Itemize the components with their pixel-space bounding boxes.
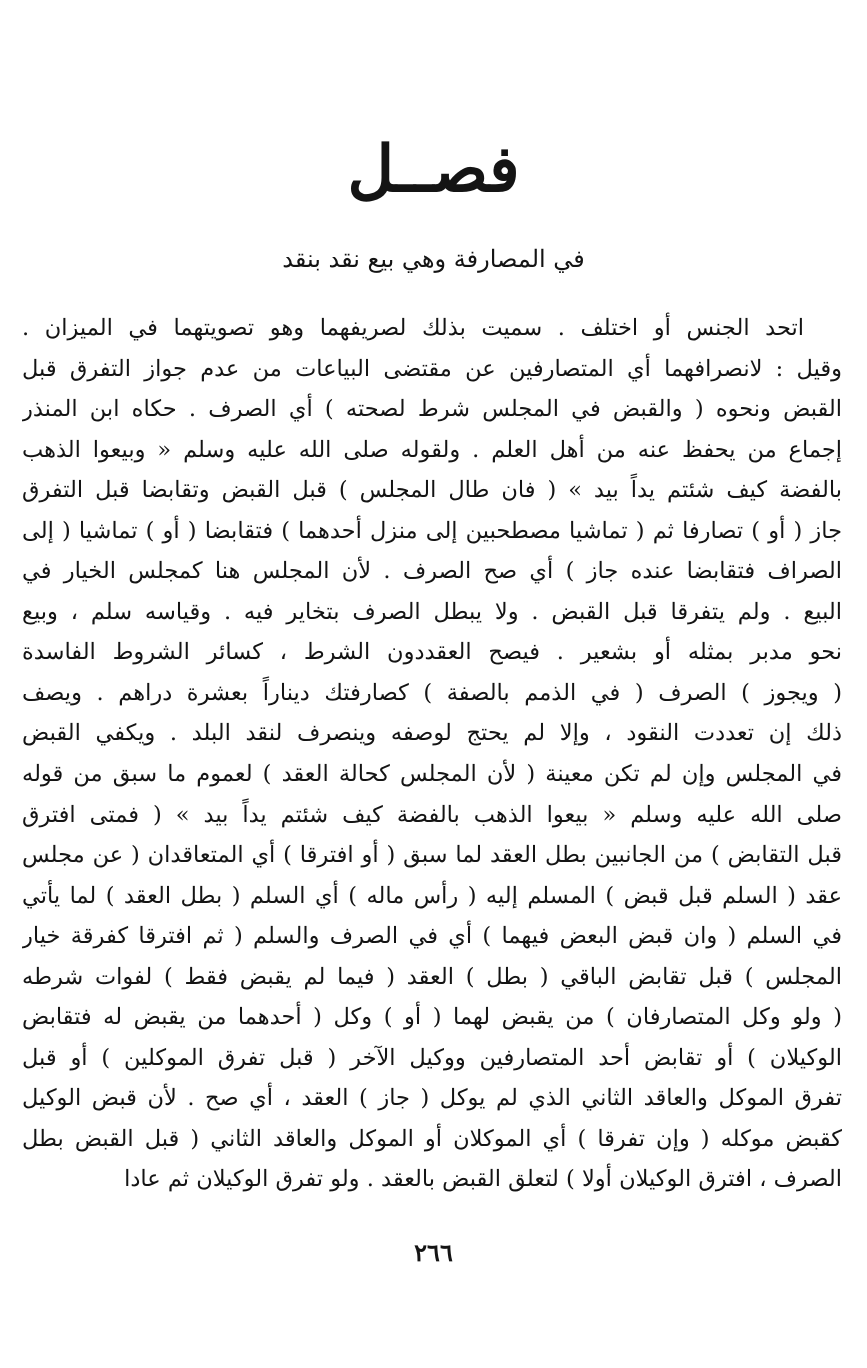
text-line: بالفضة كيف شئتم يداً بيد » ( فان طال المجلس ) قبل القبض وتقابضا قبل التفرق: [22, 477, 842, 504]
text-line: الصراف فتقابضا عنده جاز ) أي صح الصرف . لأن المجلس هنا كمجلس الخيار في: [22, 558, 842, 585]
text-line: تفرق الموكل والعاقد الثاني الذي لم يوكل ( جاز ) العقد ، أي صح . لأن قبض الوكيل: [22, 1085, 842, 1112]
text-line: عقد ( السلم قبل قبض ) المسلم إليه ( رأس ماله ) أي السلم ( بطل العقد ) لما يأتي: [22, 882, 842, 909]
text-line: الوكيلان ) أو تقابض أحد المتصارفين ووكيل الآخر ( قبل تفرق الموكلين ) أو قبل: [22, 1044, 842, 1071]
text-line: ( ويجوز ) الصرف ( في الذمم بالصفة ) كصارفتك ديناراً بعشرة دراهم . ويصف: [22, 679, 842, 706]
text-line: في المجلس وإن لم تكن معينة ( لأن المجلس كحالة العقد ) لعموم ما سبق من قوله: [22, 761, 842, 788]
page-number: ٢٦٦: [414, 1238, 453, 1267]
text-line: إجماع من يحفظ عنه من أهل العلم . ولقوله صلى الله عليه وسلم « وبيعوا الذهب: [22, 436, 842, 463]
text-line: كقبض موكله ( وإن تفرقا ) أي الموكلان أو الموكل والعاقد الثاني ( قبل القبض بطل: [22, 1125, 842, 1152]
section-heading: فصــل: [347, 132, 520, 207]
text-line: نحو مدبر بمثله أو بشعير . فيصح العقددون الشرط ، كسائر الشروط الفاسدة: [22, 639, 842, 666]
text-line: ( ولو وكل المتصارفان ) من يقبض لهما ( أو ) وكل ( أحدهما من يقبض له فتقابض: [22, 1004, 842, 1031]
text-line: جاز ( أو ) تصارفا ثم ( تماشيا مصطحبين إلى منزل أحدهما ) فتقابضا ( أو ) تماشيا ( إلى: [22, 517, 842, 544]
text-line: القبض ونحوه ( والقبض في المجلس شرط لصحته ) أي الصرف . حكاه ابن المنذر: [22, 396, 842, 423]
text-line: في السلم ( وان قبض البعض فيهما ) أي في الصرف والسلم ( ثم افترقا كفرقة خيار: [22, 923, 842, 950]
text-line: ذلك إن تعددت النقود ، وإلا لم يحتج لوصفه وينصرف لنقد البلد . ويكفي القبض: [22, 720, 842, 747]
section-subheading: في المصارفة وهي بيع نقد بنقد: [282, 245, 585, 273]
text-line: قبل التقابض ) من الجانبين بطل العقد لما سبق ( أو افترقا ) أي المتعاقدان ( عن مجلس: [22, 842, 842, 869]
body-text: [22, 308, 842, 1200]
text-line: البيع . ولم يتفرقا قبل القبض . ولا يبطل الصرف بتخاير فيه . وقياسه سلم ، وبيع: [22, 598, 842, 625]
text-line: اتحد الجنس أو اختلف . سميت بذلك لصريفهما وهو تصويتهما في الميزان .: [22, 315, 804, 341]
text-line: المجلس ) قبل تقابض الباقي ( بطل ) العقد ( فيما لم يقبض فقط ) لفوات شرطه: [22, 963, 842, 990]
text-line: صلى الله عليه وسلم « بيعوا الذهب بالفضة كيف شئتم يداً بيد » ( فمتى افترق: [22, 801, 842, 828]
text-line: وقيل : لانصرافهما أي المتصارفين عن مقتضى البياعات من عدم جواز التفرق قبل: [22, 355, 842, 382]
text-line: الصرف ، افترق الوكيلان أولا ) لتعلق القبض بالعقد . ولو تفرق الوكيلان ثم عادا: [124, 1166, 842, 1193]
